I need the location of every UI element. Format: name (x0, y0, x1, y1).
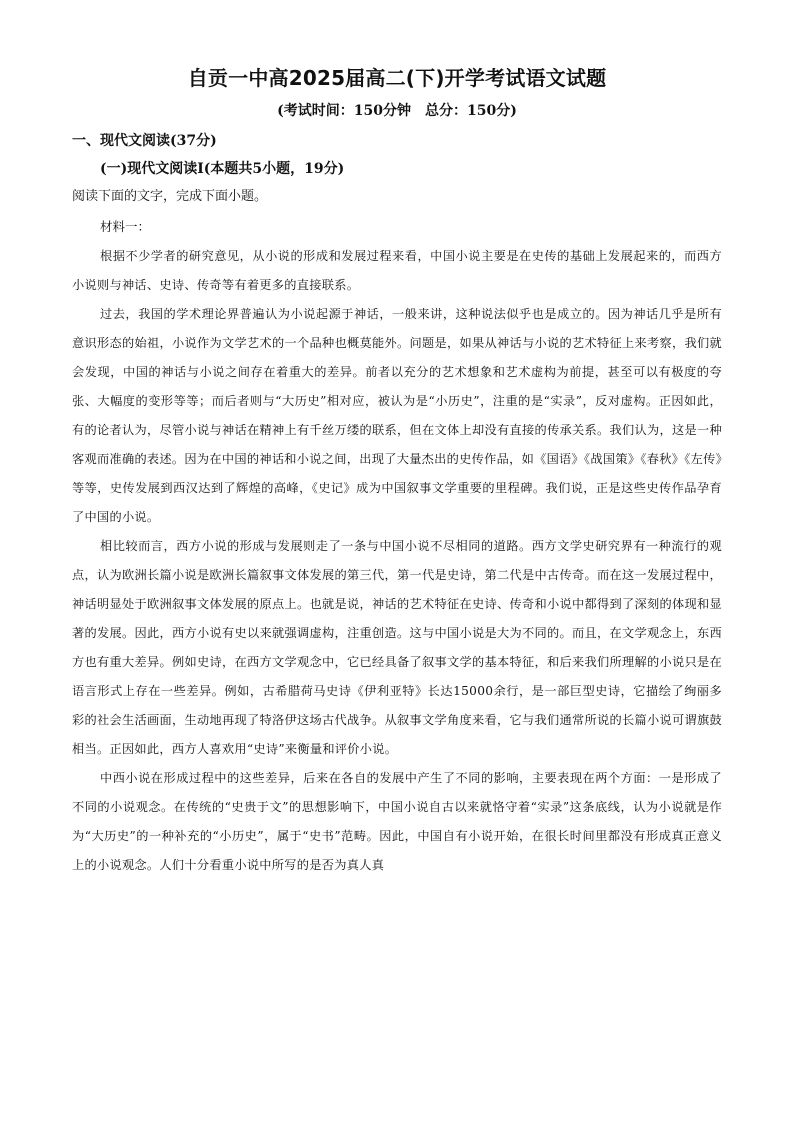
body-paragraph: 过去，我国的学术理论界普遍认为小说起源于神话，一般来讲，这种说法似乎也是成立的。因为神话几乎是所有意识形态的始祖，小说作为文学艺术的一个品种也概莫能外。问题是，如果从神话与小说的艺术特征上来考察，我们就会发现，中国的神话与小说之间存在着重大的差异。前者以充分的艺术想象和艺术虚构为前提，甚至可以有极度的夸张、大幅度的变形等等；而后者则与“大历史”相对应，被认为是“小历史”，注重的是“实录”，反对虚构。正因如此，有的论者认为，尽管小说与神话在精神上有千丝万缕的联系，但在文体上却没有直接的传承关系。我们认为，这是一种客观而准确的表述。因为在中国的神话和小说之间，出现了大量杰出的史传作品，如《国语》《战国策》《春秋》《左传》等等，史传发展到西汉达到了辉煌的高峰，《史记》成为中国叙事文学重要的里程碑。我们说，正是这些史传作品孕育了中国的小说。 (72, 307, 722, 524)
exam-title: 自贡一中高2025届高二(下)开学考试语文试题 (187, 66, 607, 90)
body-paragraph: 中西小说在形成过程中的这些差异，后来在各自的发展中产生了不同的影响，主要表现在两个方面：一是形成了不同的小说观念。在传统的“史贵于文”的思想影响下，中国小说自古以来就恪守着“实录”这条底线，认为小说就是作为“大历史”的一种补充的“小历史”，属于“史书”范畴。因此，中国自有小说开始，在很长时间里都没有形成真正意义上的小说观念。人们十分看重小说中所写的是否为真人真 (72, 771, 722, 872)
material-label: 材料一： (100, 219, 151, 234)
exam-info: (考试时间：150分钟 总分：150分) (277, 103, 517, 119)
section-heading: 一、现代文阅读(37分) (72, 133, 217, 149)
body-paragraph: 相比较而言，西方小说的形成与发展则走了一条与中国小说不尽相同的道路。西方文学史研究界有一种流行的观点，认为欧洲长篇小说是欧洲长篇叙事文体发展的第三代，第一代是史诗，第二代是中古传奇。而在这一发展过程中，神话明显处于欧洲叙事文体发展的原点上。也就是说，神话的艺术特征在史诗、传奇和小说中都得到了深刻的体现和显著的发展。因此，西方小说有史以来就强调虚构，注重创造。这与中国小说是大为不同的。而且，在文学观念上，东西方也有重大差异。例如史诗，在西方文学观念中，它已经具备了叙事文学的基本特征，和后来我们所理解的小说只是在语言形式上存在一些差异。例如，古希腊荷马史诗《伊利亚特》长达15000余行，是一部巨型史诗，它描绘了绚丽多彩的社会生活画面，生动地再现了特洛伊这场古代战争。从叙事文学角度来看，它与我们通常所说的长篇小说可谓旗鼓相当。正因如此，西方人喜欢用“史诗”来衡量和评价小说。 (72, 539, 722, 756)
reading-instruction: 阅读下面的文字，完成下面小题。 (72, 189, 268, 204)
body-paragraph: 根据不少学者的研究意见，从小说的形成和发展过程来看，中国小说主要是在史传的基础上发展起来的，而西方小说则与神话、史诗、传奇等有着更多的直接联系。 (72, 249, 722, 292)
subsection-heading: (一)现代文阅读Ⅰ(本题共5小题，19分) (100, 161, 345, 177)
document-page (72, 64, 722, 880)
